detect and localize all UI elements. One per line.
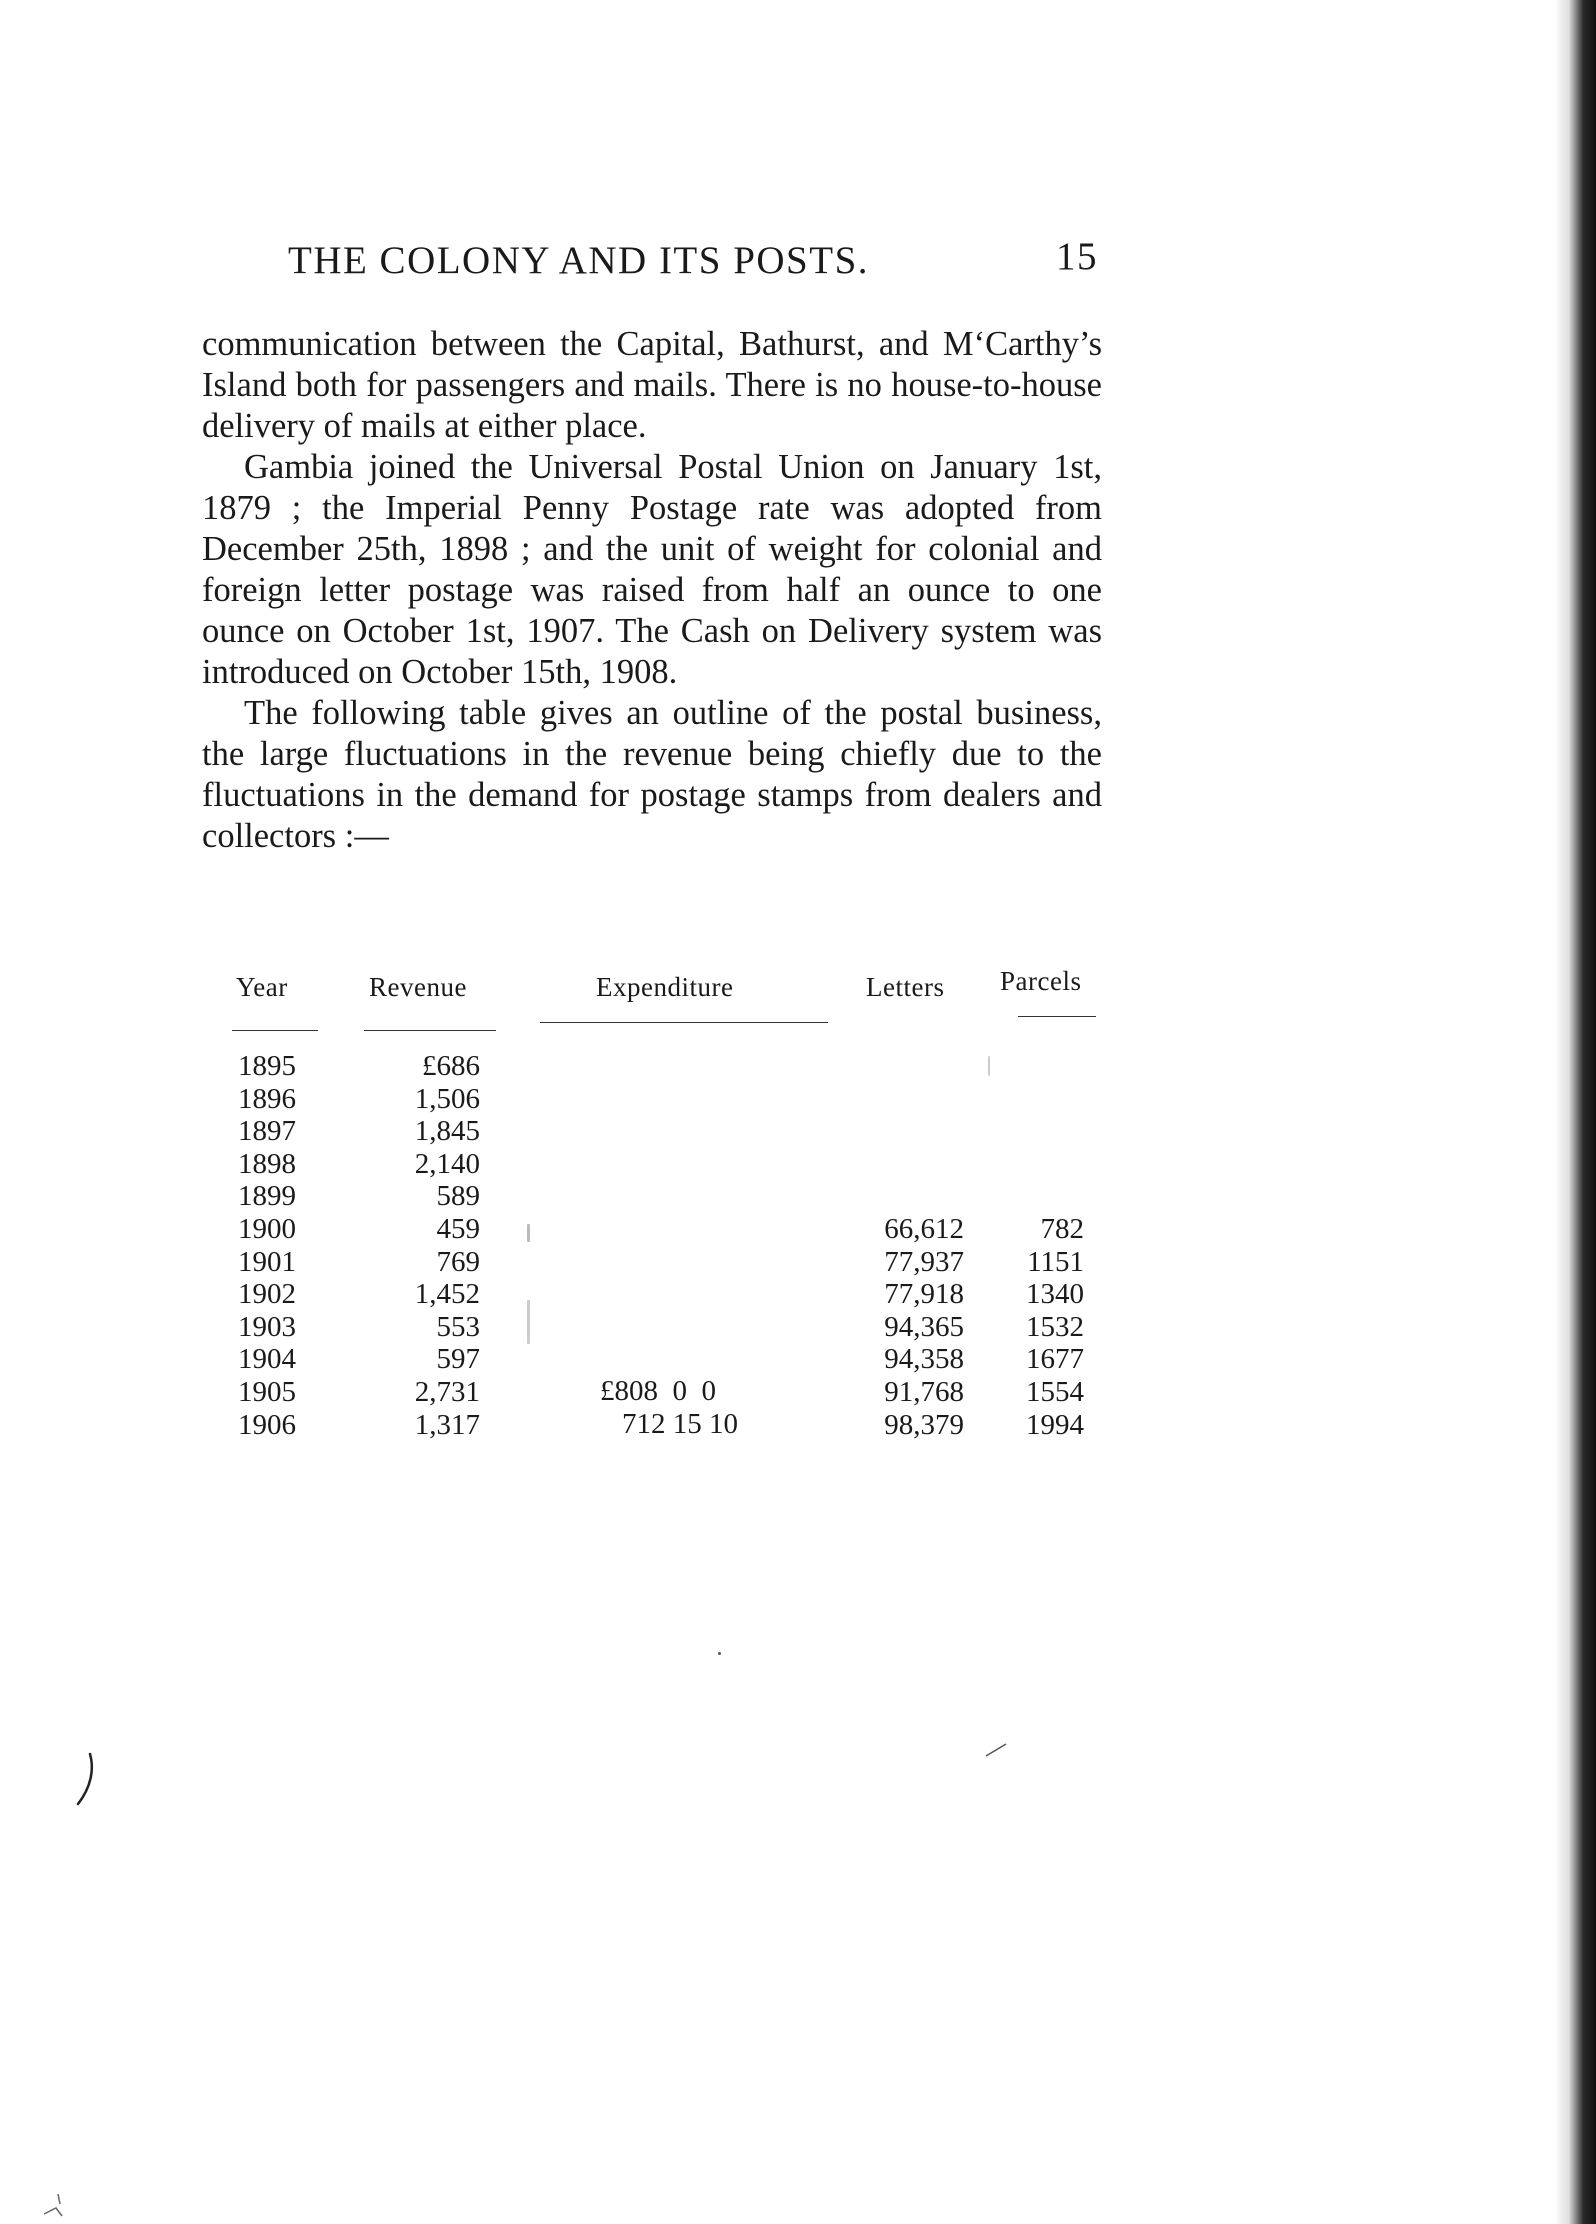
- table-cell: 769: [436, 1245, 480, 1278]
- table-cell: 98,379: [884, 1408, 964, 1441]
- scan-speck: [527, 1300, 530, 1344]
- table-cell: [1010, 1050, 1084, 1083]
- table-cell: [860, 1050, 964, 1083]
- table-cell: 1340: [1026, 1278, 1084, 1311]
- table-cell: 1,317: [414, 1408, 480, 1441]
- running-head-title: THE COLONY AND ITS POSTS.: [288, 239, 870, 282]
- table-cell: 91,768: [884, 1375, 964, 1408]
- header-rule-revenue: [364, 1030, 496, 1031]
- table-cell: £686: [422, 1050, 480, 1082]
- table-cell: 94,365: [884, 1310, 964, 1343]
- table-cell: 77,918: [884, 1278, 964, 1311]
- paragraph-upu: Gambia joined the Universal Postal Union on January 1st, 1879 ; the Imperial Penny Postage rate was adopted from December 25th, 1898 ; and the unit of weight for colonial and foreign letter postage was raised from half an ounce to one ounce on October 1st, 1907. The Cash on Delivery system was introduced on October 15th, 1908.: [202, 448, 1102, 691]
- table-cell: 1532: [1026, 1310, 1084, 1343]
- scan-speck: [718, 1652, 721, 1655]
- header-year: Year: [236, 972, 288, 1002]
- scan-corner-mark-icon: [40, 2188, 74, 2218]
- table-cell: 1994: [1026, 1408, 1084, 1441]
- header-expenditure: Expenditure: [596, 972, 734, 1002]
- table-cell: 1899: [238, 1180, 296, 1213]
- page-number: 15: [1056, 235, 1098, 278]
- table-cell: 1903: [238, 1310, 296, 1343]
- page-edge-shadow: [1554, 0, 1568, 2224]
- table-cell: [1010, 1148, 1084, 1181]
- table-cell: 1151: [1027, 1245, 1084, 1278]
- scan-speck: [988, 1056, 990, 1076]
- table-cell: [1010, 1180, 1084, 1213]
- pencil-tick-icon: [984, 1742, 1008, 1758]
- table-cell: 2,140: [414, 1147, 480, 1180]
- table-cell: [1010, 1083, 1084, 1116]
- table-cell: 589: [436, 1180, 480, 1213]
- pencil-mark-icon: [70, 1752, 100, 1808]
- paragraph-continuation: communication between the Capital, Bathurst, and M‘Carthy’s Island both for passengers and mails. There is no house-to-house delivery of mails at either place.: [202, 325, 1102, 445]
- table-cell: 1905: [238, 1375, 296, 1408]
- table-cell: 1901: [238, 1245, 296, 1278]
- table-cell: 553: [436, 1310, 480, 1343]
- table-cell: 2,731: [414, 1375, 480, 1408]
- table-cell: 1906: [238, 1408, 296, 1441]
- table-cell: 1896: [238, 1082, 296, 1115]
- table-cell: 1904: [238, 1343, 296, 1376]
- table-cell: 66,612: [884, 1212, 964, 1245]
- body-text: [202, 324, 1102, 857]
- expenditure-1906: 712 15 10: [622, 1408, 738, 1440]
- column-revenue: [380, 1050, 480, 1441]
- table-cell: 1554: [1026, 1375, 1084, 1408]
- table-cell: [860, 1115, 964, 1148]
- table-cell: 1900: [238, 1212, 296, 1245]
- header-parcels: Parcels: [1000, 966, 1082, 996]
- column-parcels: [1010, 1050, 1084, 1441]
- table-cell: 1895: [238, 1050, 296, 1082]
- table-cell: 1,506: [414, 1082, 480, 1115]
- column-year: [238, 1050, 318, 1441]
- header-rule-year: [232, 1030, 318, 1031]
- table-cell: 1898: [238, 1147, 296, 1180]
- table-cell: 1677: [1026, 1343, 1084, 1376]
- table-cell: [1010, 1115, 1084, 1148]
- table-cell: 94,358: [884, 1343, 964, 1376]
- header-revenue: Revenue: [369, 972, 467, 1002]
- paragraph-table-intro: The following table gives an outline of the postal business, the large fluctuations in the revenue being chiefly due to the fluctuations in the demand for postage stamps from dealers and collectors :—: [202, 694, 1102, 855]
- header-rule-expenditure: [540, 1022, 828, 1023]
- header-letters: Letters: [866, 972, 945, 1002]
- table-cell: 782: [1040, 1212, 1084, 1245]
- table-cell: [860, 1083, 964, 1116]
- table-cell: 1897: [238, 1115, 296, 1148]
- table-cell: 77,937: [884, 1245, 964, 1278]
- header-rule-parcels: [1018, 1016, 1096, 1017]
- page-edge-binding: [1568, 0, 1596, 2224]
- expenditure-1905: £808 0 0: [600, 1375, 716, 1407]
- table-cell: 1902: [238, 1278, 296, 1311]
- column-letters: [860, 1050, 964, 1441]
- table-cell: [860, 1148, 964, 1181]
- scan-speck: [527, 1224, 530, 1242]
- table-cell: 1,845: [414, 1115, 480, 1148]
- table-cell: [860, 1180, 964, 1213]
- table-cell: 459: [436, 1212, 480, 1245]
- table-cell: 597: [436, 1343, 480, 1376]
- table-cell: 1,452: [414, 1278, 480, 1311]
